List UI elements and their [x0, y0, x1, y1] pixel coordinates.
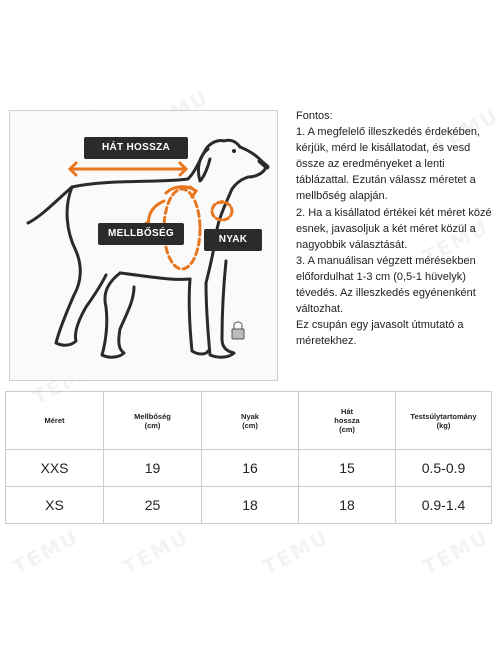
neck-label: NYAK [204, 229, 262, 251]
notes-item: Ez csupán egy javasolt útmutató a méretekhez. [296, 319, 464, 348]
notes-item: 2. Ha a kisállatod értékei két méret közé esnek, javasoljuk a két méret közül a nagyobbik választását. [296, 206, 492, 251]
header-neck: Nyak (cm) [202, 392, 299, 450]
cell-size: XS [6, 487, 104, 524]
notes-item: 3. A manuálisan végzett mérésekben előfordulhat 1-3 cm (0,5-1 hüvelyk) tévedés. Az illeszkedés egyénenként változhat. [296, 254, 476, 316]
table-row [6, 487, 492, 524]
cell-chest: 25 [104, 487, 202, 524]
dog-measurement-diagram [9, 110, 278, 381]
cell-neck: 18 [202, 487, 299, 524]
header-weight-range: Testsúlytartomány (kg) [396, 392, 492, 450]
watermark [9, 525, 83, 580]
watermark [119, 525, 193, 580]
notes-heading: Fontos: [296, 110, 333, 122]
sizing-notes [296, 108, 496, 349]
cell-weight-range: 0.9-1.4 [396, 487, 492, 524]
table-header-row [6, 392, 492, 450]
watermark [419, 525, 493, 580]
watermark [259, 525, 333, 580]
header-size: Méret [6, 392, 104, 450]
cell-chest: 19 [104, 450, 202, 487]
notes-item: 1. A megfelelő illeszkedés érdekében, kérjük, mérd le kisállatodat, és vesd össze az eredményeket a lenti táblázattal. Ezután válassz méretet a mellbőség alapján. [296, 126, 481, 203]
cell-size: XXS [6, 450, 104, 487]
header-back-length: Hát hossza (cm) [299, 392, 396, 450]
cell-back-length: 18 [299, 487, 396, 524]
back-length-label: HÁT HOSSZA [84, 137, 188, 159]
chest-label: MELLBŐSÉG [98, 223, 184, 245]
size-chart-table [5, 391, 492, 524]
table-row [6, 450, 492, 487]
header-chest: Mellbőség (cm) [104, 392, 202, 450]
cell-weight-range: 0.5-0.9 [396, 450, 492, 487]
cell-back-length: 15 [299, 450, 396, 487]
cell-neck: 16 [202, 450, 299, 487]
